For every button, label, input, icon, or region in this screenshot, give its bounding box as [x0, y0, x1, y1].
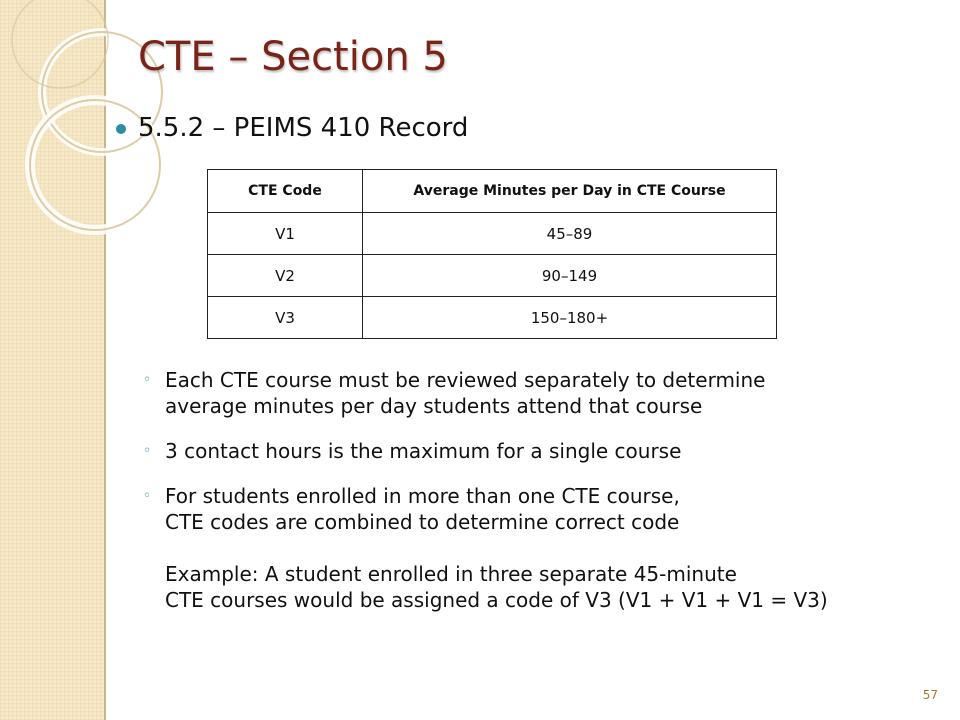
sub-bullet-text [165, 438, 681, 464]
main-bullet-text: 5.5.2 – PEIMS 410 Record [138, 113, 469, 143]
page-number: 57 [922, 688, 938, 702]
table-row [208, 255, 777, 297]
sub-bullet-combined-codes [143, 483, 828, 613]
ring-bullet-icon: ◦ [143, 488, 152, 504]
sub-bullet-line: 3 contact hours is the maximum for a single course [165, 439, 682, 463]
main-bullet [116, 113, 468, 143]
table-header-cte-code: CTE Code [208, 170, 363, 213]
sub-bullet-line: CTE codes are combined to determine correct code [165, 510, 680, 534]
table-cell-code: V2 [208, 255, 363, 297]
table-cell-minutes: 90–149 [363, 255, 777, 297]
table-row [208, 213, 777, 255]
table-cell-minutes: 45–89 [363, 213, 777, 255]
sub-bullet-line: For students enrolled in more than one CTE course, [165, 484, 680, 508]
table-row [208, 297, 777, 339]
ring-bullet-icon: ◦ [143, 372, 152, 388]
example-line: Example: A student enrolled in three separate 45-minute [165, 562, 737, 586]
ring-bullet-icon: ◦ [143, 443, 152, 459]
cte-code-table [207, 169, 777, 339]
table-header-average-minutes: Average Minutes per Day in CTE Course [363, 170, 777, 213]
sub-bullet-text [165, 367, 765, 419]
sub-bullet-text [165, 483, 828, 613]
table-cell-code: V1 [208, 213, 363, 255]
table-header-row [208, 170, 777, 213]
example-line: CTE courses would be assigned a code of V3 (V1 + V1 + V1 = V3) [165, 588, 828, 612]
sub-bullet-max-hours [143, 438, 681, 464]
sub-bullet-review [143, 367, 765, 419]
slide-title: CTE – Section 5 [138, 34, 448, 80]
table-cell-code: V3 [208, 297, 363, 339]
sub-bullet-line: Each CTE course must be reviewed separately to determine [165, 368, 766, 392]
bullet-dot-icon [116, 124, 126, 134]
table-cell-minutes: 150–180+ [363, 297, 777, 339]
sub-bullet-line: average minutes per day students attend that course [165, 394, 703, 418]
